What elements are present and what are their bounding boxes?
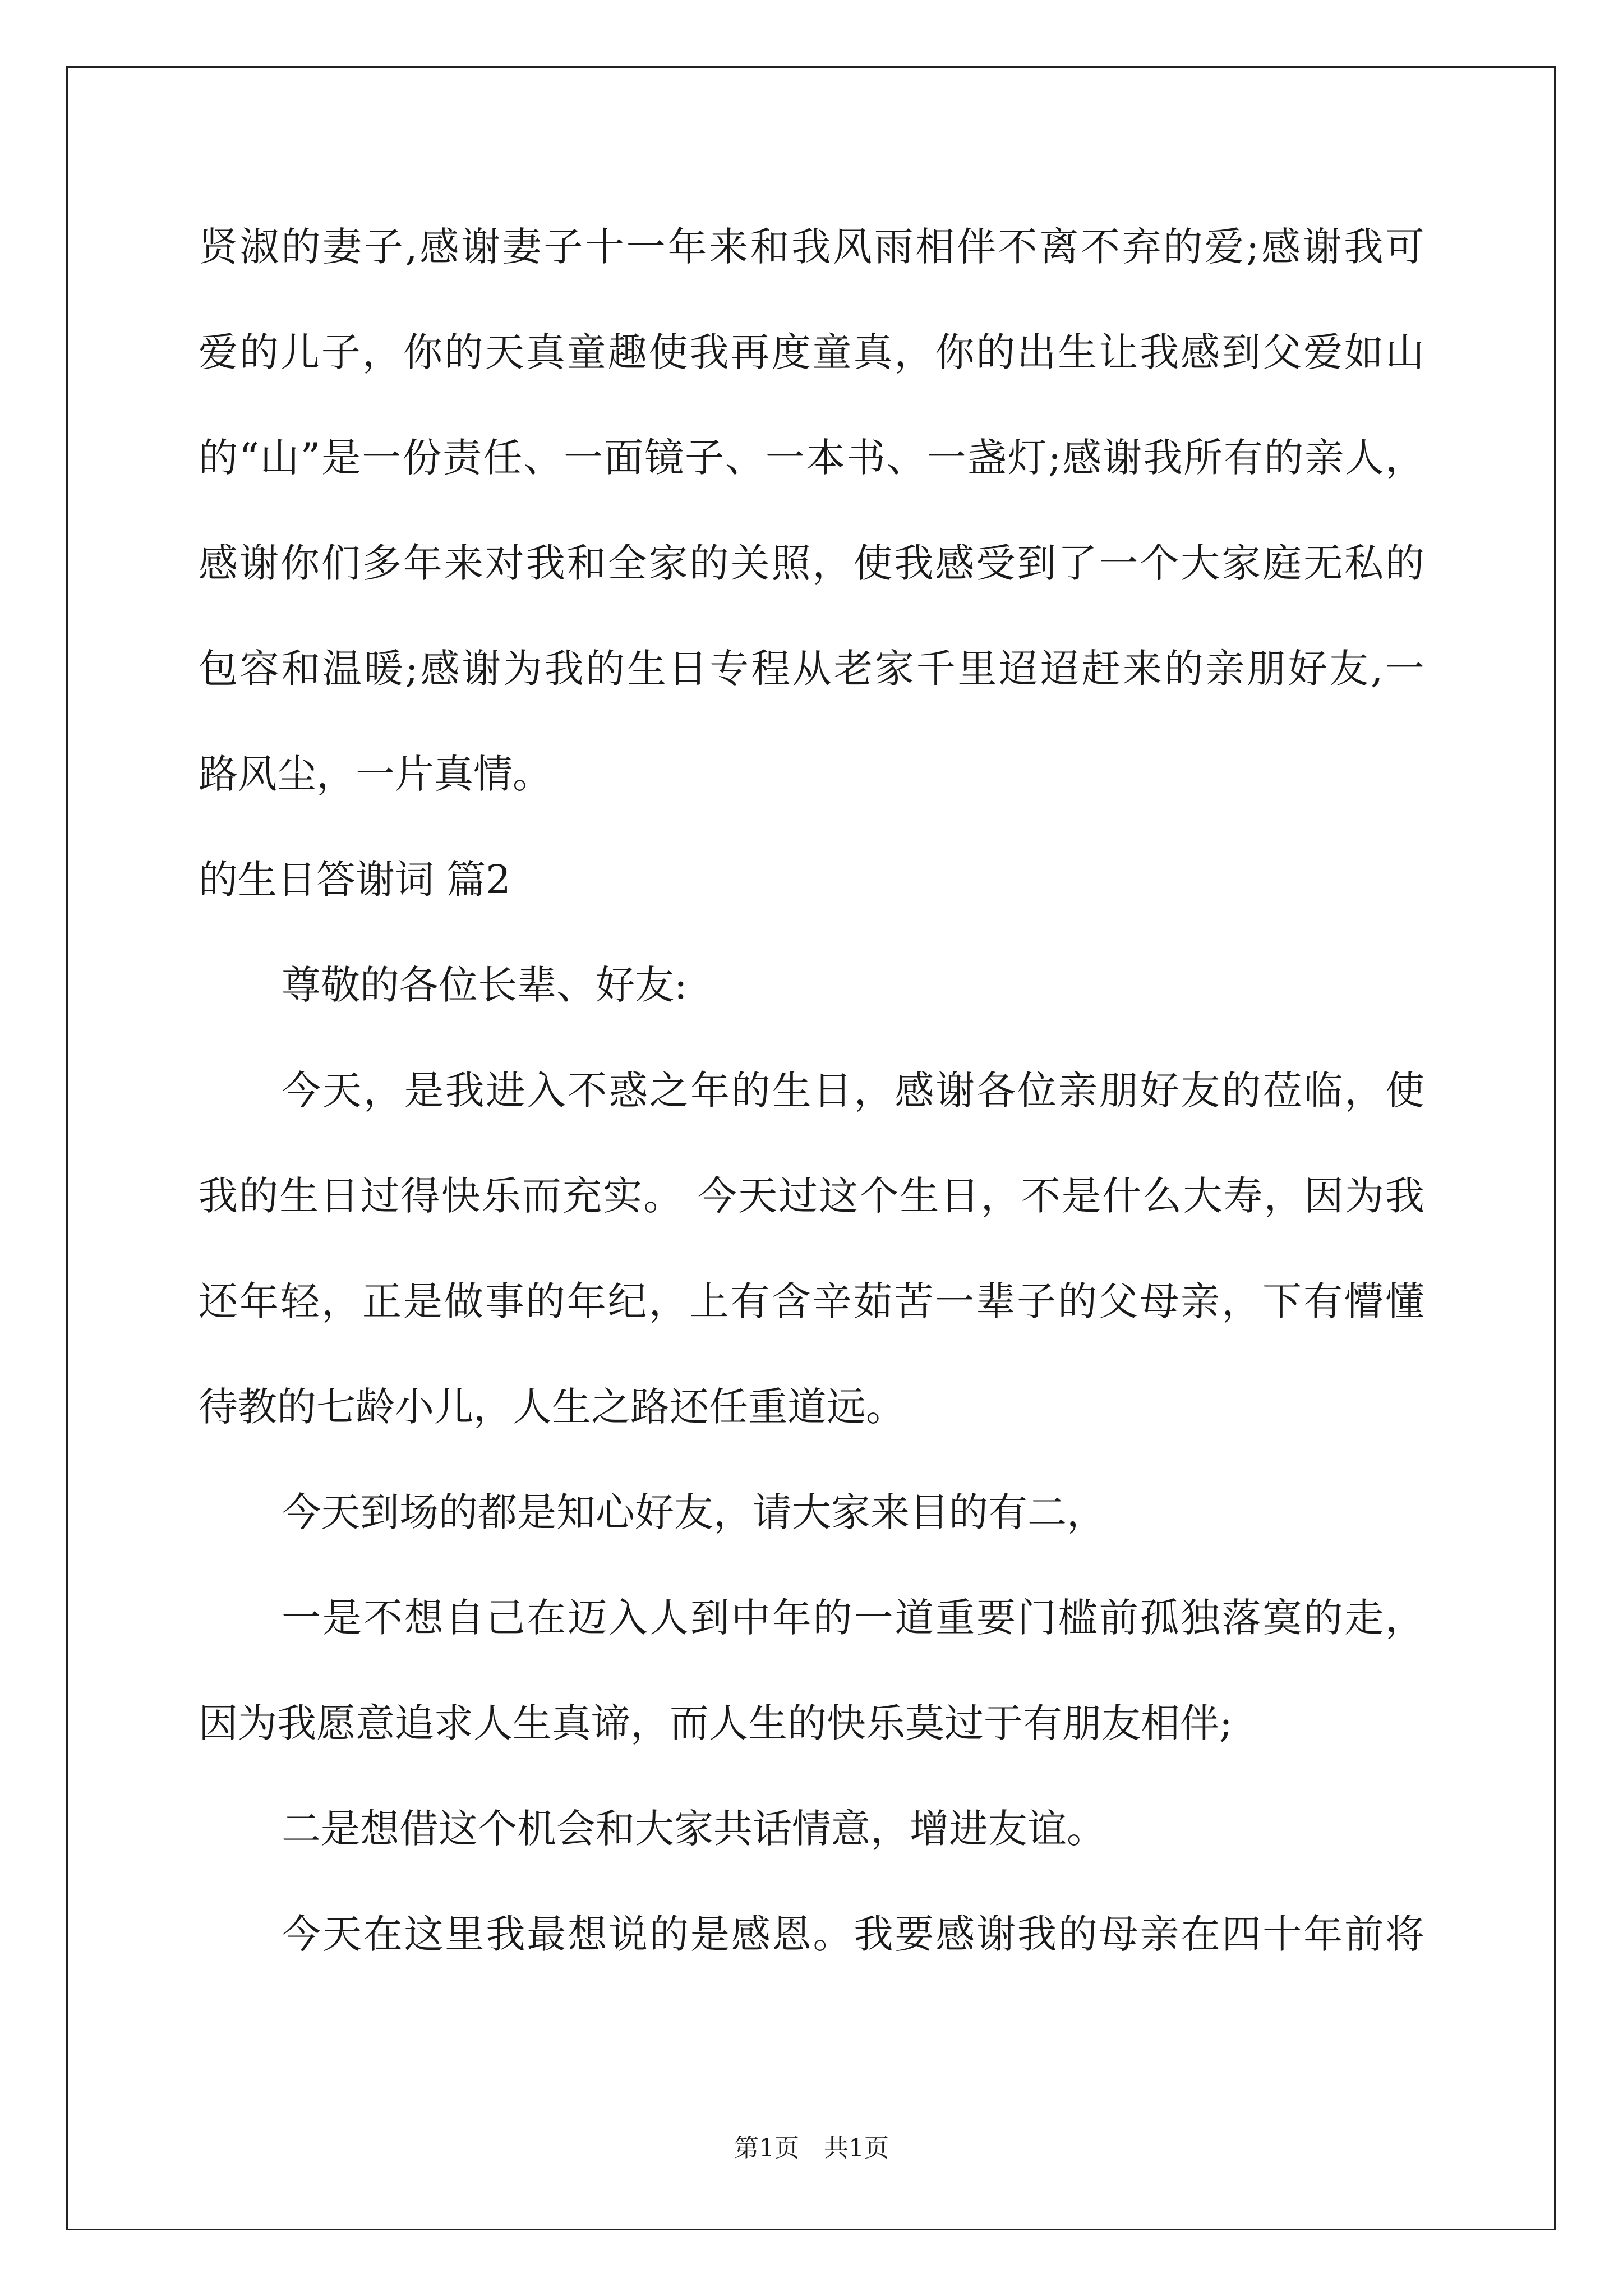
paragraph-line: 包容和温暖;感谢为我的生日专程从老家千里迢迢赶来的亲朋好友,一: [199, 646, 1424, 692]
paragraph-line: 待教的七龄小儿，人生之路还任重道远。: [199, 1384, 905, 1430]
paragraph-line: 的“山”是一份责任、一面镜子、一本书、一盏灯;感谢我所有的亲人，: [199, 435, 1424, 481]
paragraph-line: 二是想借这个机会和大家共话情意，增进友谊。: [282, 1806, 1106, 1852]
paragraph-line: 感谢你们多年来对我和全家的关照，使我感受到了一个大家庭无私的: [199, 540, 1424, 586]
paragraph-line: 爱的儿子，你的天真童趣使我再度童真，你的出生让我感到父爱如山: [199, 329, 1424, 375]
paragraph-line: 还年轻，正是做事的年纪，上有含辛茹苦一辈子的父母亲，下有懵懂: [199, 1278, 1424, 1324]
paragraph-line: 今天，是我进入不惑之年的生日，感谢各位亲朋好友的莅临，使: [282, 1068, 1424, 1114]
salutation: 尊敬的各位长辈、好友:: [282, 962, 688, 1008]
document-body: [199, 213, 1424, 2006]
paragraph-line: 我的生日过得快乐而充实。 今天过这个生日，不是什么大寿，因为我: [199, 1173, 1424, 1219]
section-heading: 的生日答谢词 篇2: [199, 857, 511, 903]
paragraph-line: 因为我愿意追求人生真谛，而人生的快乐莫过于有朋友相伴;: [199, 1700, 1233, 1746]
paragraph-line: 路风尘，一片真情。: [199, 751, 552, 797]
paragraph-line: 今天在这里我最想说的是感恩。我要感谢我的母亲在四十年前将: [282, 1911, 1424, 1957]
page-footer: 第1页 共1页: [734, 2134, 889, 2162]
paragraph-line: 贤淑的妻子,感谢妻子十一年来和我风雨相伴不离不弃的爱;感谢我可: [199, 224, 1424, 270]
paragraph-line: 一是不想自己在迈入人到中年的一道重要门槛前孤独落寞的走，: [282, 1595, 1424, 1641]
paragraph-line: 今天到场的都是知心好友，请大家来目的有二，: [282, 1489, 1106, 1535]
